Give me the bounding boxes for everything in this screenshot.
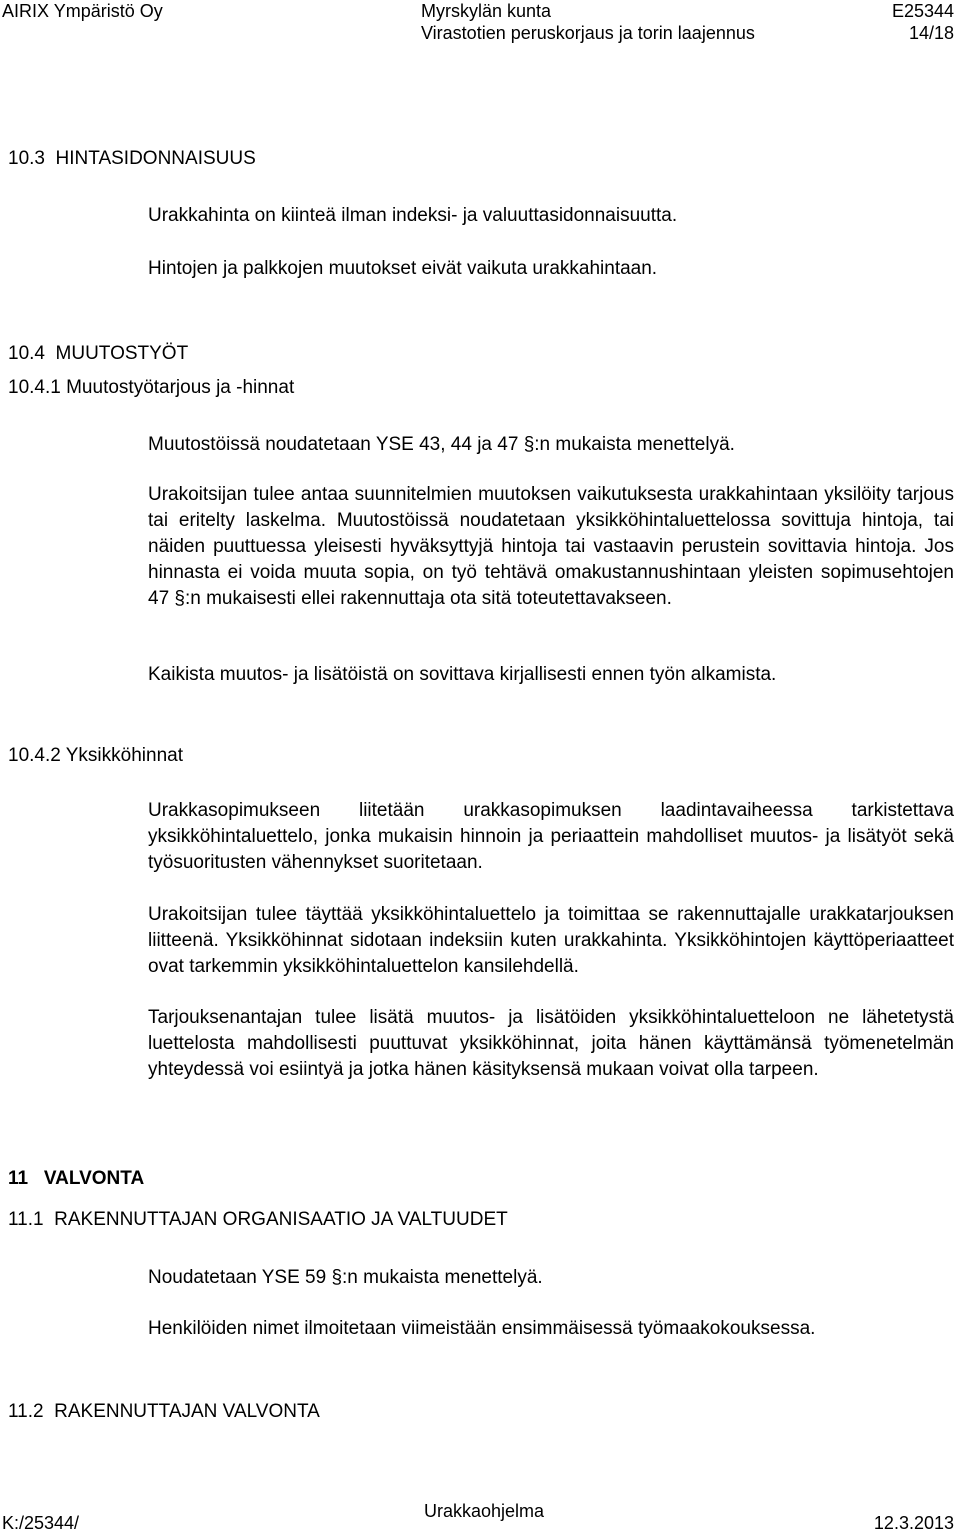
section-10-4-2-paragraph-1: Urakkasopimukseen liitetään urakkasopimuksen laadintavaiheessa tarkistettava yksikköhintaluettelo, jonka mukaisin hinnoin ja periaattein mahdolliset muutos- ja lisätyöt sekä työsuoritusten vähennykset suoritetaan. xyxy=(148,800,954,873)
header-company: AIRIX Ympäristö Oy xyxy=(2,1,163,21)
section-10-4-heading: 10.4 MUUTOSTYÖT xyxy=(8,343,189,364)
section-10-3-paragraph-2: Hintojen ja palkkojen muutokset eivät vaikuta urakkahintaan. xyxy=(148,258,658,279)
footer-path: K:/25344/ xyxy=(2,1513,80,1533)
section-11-1-paragraph-2: Henkilöiden nimet ilmoitetaan viimeistään ensimmäisessä työmaakokouksessa. xyxy=(148,1318,816,1339)
section-11-1-heading: 11.1 RAKENNUTTAJAN ORGANISAATIO JA VALTUUDET xyxy=(8,1209,508,1230)
section-10-4-2-heading: 10.4.2 Yksikköhinnat xyxy=(8,745,183,766)
section-11-2-heading: 11.2 RAKENNUTTAJAN VALVONTA xyxy=(8,1401,320,1422)
section-10-3-paragraph-1: Urakkahinta on kiinteä ilman indeksi- ja valuuttasidonnaisuutta. xyxy=(148,205,678,226)
footer-date: 12.3.2013 xyxy=(873,1513,954,1533)
section-10-4-2-paragraph-2: Urakoitsijan tulee täyttää yksikköhintaluettelo ja toimittaa se rakennuttajalle urakkatarjouksen liitteenä. Yksikköhinnat sidotaan indeksiin kuten urakkahinta. Yksikköhintojen käyttöperiaatteet ovat tarkemmin yksikköhintaluettelon kansilehdellä. xyxy=(148,904,954,977)
section-10-4-1-heading: 10.4.1 Muutostyötarjous ja -hinnat xyxy=(8,377,295,398)
section-11-heading: 11 VALVONTA xyxy=(8,1168,145,1189)
section-10-4-1-paragraph-1: Muutostöissä noudatetaan YSE 43, 44 ja 47 §:n mukaista menettelyä. xyxy=(148,434,735,455)
footer-document-title: Urakkaohjelma xyxy=(424,1501,545,1521)
header-page-number: 14/18 xyxy=(908,23,954,43)
header-project: Virastotien peruskorjaus ja torin laajennus xyxy=(421,23,755,43)
header-code: E25344 xyxy=(891,1,954,21)
section-10-3-heading: 10.3 HINTASIDONNAISUUS xyxy=(8,148,256,169)
section-10-4-1-paragraph-3: Kaikista muutos- ja lisätöistä on sovittava kirjallisesti ennen työn alkamista. xyxy=(148,664,777,685)
section-10-4-2-paragraph-3: Tarjouksenantajan tulee lisätä muutos- ja lisätöiden yksikköhintaluetteloon ne lähetetystä luettelosta mahdollisesti puuttuvat yksikköhinnat, joita hänen käyttämänsä työmenetelmän yhteydessä voi esiintyä ja jotka hänen käsityksensä mukaan voivat olla tarpeen. xyxy=(148,1007,954,1080)
section-11-1-paragraph-1: Noudatetaan YSE 59 §:n mukaista menettelyä. xyxy=(148,1267,543,1288)
header-client: Myrskylän kunta xyxy=(421,1,552,21)
section-10-4-1-paragraph-2: Urakoitsijan tulee antaa suunnitelmien muutoksen vaikutuksesta urakkahintaan yksilöity tarjous tai eritelty laskelma. Muutostöissä noudatetaan yksikköhintaluettelossa sovittuja hintoja, tai näiden puuttuessa yleisesti hyväksyttyjä hintoja tai vastaavin perustein sovittavia hintoja. Jos hinnasta ei voida muuta sopia, on työ tehtävä omakustannushintaan yleisten sopimusehtojen 47 §:n mukaisesti ellei rakennuttaja ota sitä toteutettavakseen. xyxy=(148,484,954,609)
